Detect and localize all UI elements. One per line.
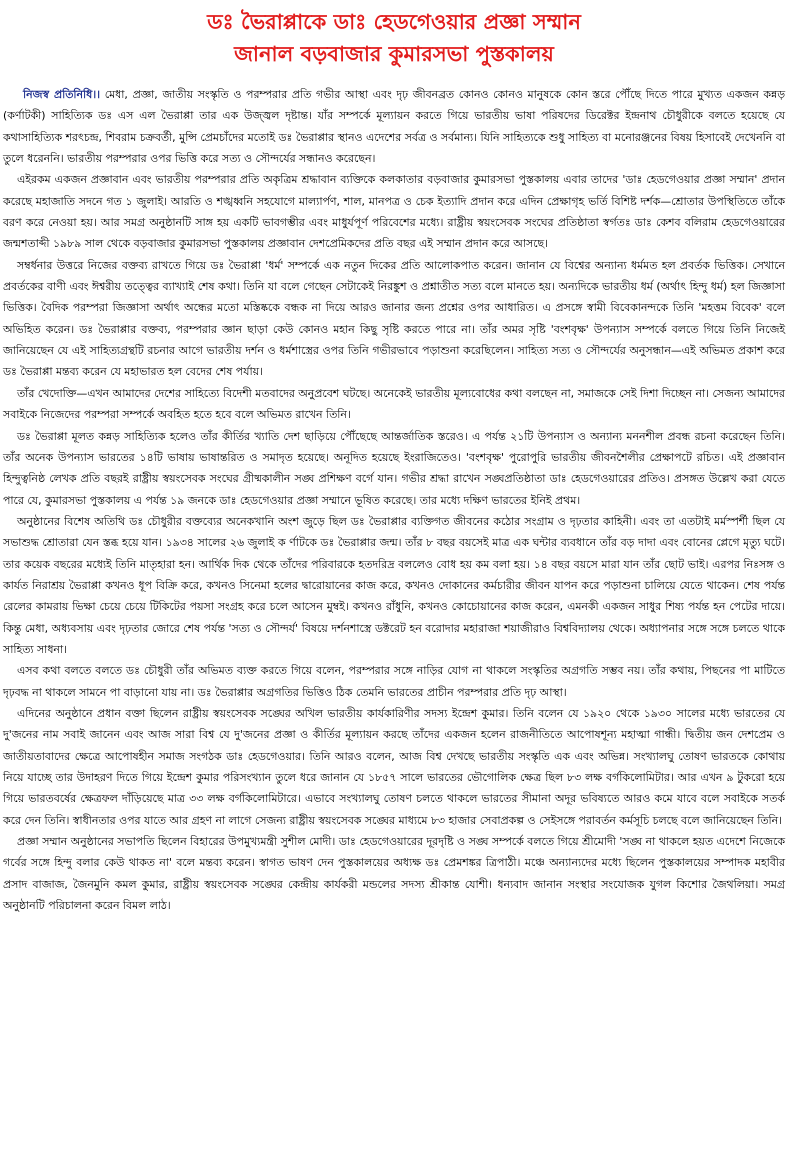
article-paragraph-2: এইরকম একজন প্রজ্ঞাবান এবং ভারতীয় পরম্পরার প্রতি অকৃত্রিম শ্রদ্ধাবান ব্যক্তিকে কলকাতার বড়বাজার কুমারসভা পুস্তকালয় এবার তাদের 'ডাঃ হেডগেওয়ার প্রজ্ঞা সম্মান' প্রদান করেছে মহাজাতি সদনে গত ১ জুলাই। আরতি ও শঙ্খধ্বনি সহযোগে মাল্যার্পণ, শাল, মানপত্র ও চেক ইত্যাদি প্রদান করে এদিন প্রেক্ষাগৃহ ভর্তি বিশিষ্ট দর্শক—শ্রোতার উপস্থিতিতে তাঁকে বরণ করে নেওয়া হয়। আর সমগ্র অনুষ্ঠানটি সাঙ্গ হয় একটি ভাবগম্ভীর এবং মাধুর্যপূর্ণ পরিবেশের মধ্যে। রাষ্ট্রীয় স্বয়ংসেবক সংঘের প্রতিষ্ঠাতা স্বর্গতঃ ডাঃ কেশব বলিরাম হেডগেওয়ারের জন্মশতাব্দী ১৯৮৯ সাল থেকে বড়বাজার কুমারসভা পুস্তকালয় প্রজ্ঞাবান দেশপ্রেমিকদের প্রতি বছর এই সম্মান প্রদান করে আসছে। xyxy=(3,173,785,251)
article-paragraph-5: ডঃ ভৈরাপ্পা মূলত কন্নড় সাহিত্যিক হলেও তাঁর কীর্তির খ্যাতি দেশ ছাড়িয়ে পৌঁছেছে আন্তর্জাতিক স্তরেও। এ পর্যন্ত ২১টি উপন্যাস ও অন্যান্য মননশীল প্রবন্ধ রচনা করেছেন তিনি। তাঁর অনেক উপন্যাস ভারতের ১৪টি ভাষায় ভাষান্তরিত ও সমাদৃত হয়েছে। অনূদিত হয়েছে ইংরাজিতেও। 'বংশবৃক্ষ' পুরোপুরি ভারতীয় জীবনশৈলীর প্রেক্ষাপটে রচিত। এই প্রজ্ঞাবান হিন্দুত্বনিষ্ঠ লেখক প্রতি বছরই রাষ্ট্রীয় স্বয়ংসেবক সংঘের গ্রীষ্মকালীন সঙ্ঘ প্রশিক্ষণ বর্গে যান। গভীর শ্রদ্ধা রাখেন সঙ্ঘপ্রতিষ্ঠাতা ডাঃ হেডগেওয়ারের প্রতিও। প্রসঙ্গত উল্লেখ করা যেতে পারে যে, কুমারসভা পুস্তকালয় এ পর্যন্ত ১৯ জনকে ডাঃ হেডগেওয়ার প্রজ্ঞা সম্মানে ভূষিত করেছে। তার মধ্যে দক্ষিণ ভারতের ইনিই প্রথম। xyxy=(3,429,785,507)
article-paragraph-4: তাঁর খেদোক্তি—এখন আমাদের দেশের সাহিত্যে বিদেশী মতবাদের অনুপ্রবেশ ঘটছে। অনেকেই ভারতীয় মূল্যবোধের কথা বলছেন না, সমাজকে সেই দিশা দিচ্ছেন না। সেজন্য আমাদের সবাইকে নিজেদের পরম্পরা সম্পর্কে অবহিত হতে হবে বলে অভিমত রাখেন তিনি। xyxy=(3,386,785,422)
article-paragraph-8: এদিনের অনুষ্ঠানে প্রধান বক্তা ছিলেন রাষ্ট্রীয় স্বয়ংসেবক সঙ্ঘের অখিল ভারতীয় কার্যকারিণীর সদস্য ইন্দ্রেশ কুমার। তিনি বলেন যে ১৯২০ থেকে ১৯৩০ সালের মধ্যে ভারতের যে দু'জনের নাম সবাই জানেন এবং আজ সারা বিশ্ব যে দু'জনের প্রজ্ঞা ও কীর্তির মূল্যায়ন করছে তাঁদের একজন হলেন রাজনীতিতে আপোষশূন্য মহাত্মা গান্ধী। দ্বিতীয় জন দেশপ্রেম ও জাতীয়তাবাদের ক্ষেত্রে আপোষহীন সমাজ সংগঠক ডাঃ হেডগেওয়ার। তিনি আরও বলেন, আজ বিশ্ব দেখছে ভারতীয় সংস্কৃতি এক এবং অভিন্ন। সংখ্যালঘু তোষণ ভারতকে কোথায় নিয়ে যাচ্ছে তার উদাহরণ দিতে গিয়ে ইন্দ্রেশ কুমার পরিসংখ্যান তুলে ধরে জানান যে ১৮৫৭ সালে ভারতের ভৌগোলিক ক্ষেত্র ছিল ৮৩ লক্ষ বর্গকিলোমিটার। আর এখন ৯ টুকরো হয়ে গিয়ে ভারতবর্ষের ক্ষেত্রফল দাঁড়িয়েছে মাত্র ৩৩ লক্ষ বর্গকিলোমিটারে। এভাবে সংখ্যালঘু তোষণ চলতে থাকলে ভারতের সীমানা অদূর ভবিষ্যতে আরও কমে যাবে বলে সবাইকে সতর্ক করে দেন তিনি। স্বাধীনতার ওপর যাতে আর গ্রহণ না লাগে সেজন্য রাষ্ট্রীয় স্বয়ংসেবক সঙ্ঘের মাধ্যমে ৮৩ হাজার সেবাপ্রকল্প ও সেইসঙ্গে পরাবর্তন কর্মসূচি চলছে বলে জানিয়েছেন তিনি। xyxy=(3,706,785,827)
headline-line-1: ডঃ ভৈরাপ্পাকে ডাঃ হেডগেওয়ার প্রজ্ঞা সম্মান xyxy=(207,10,581,34)
byline: নিজস্ব প্রতিনিধি।। xyxy=(23,88,101,101)
article-paragraph-3: সম্বর্ধনার উত্তরে নিজের বক্তব্য রাখতে গিয়ে ডঃ ভৈরাপ্পা 'ধর্ম' সম্পর্কে এক নতুন দিকের প্রতি আলোকপাত করেন। জানান যে বিশ্বের অন্যান্য ধর্মমত হল প্রবর্তক ভিত্তিক। সেখানে প্রবর্তকের বাণী এবং ঈশ্বরীয় তত্ত্বের ব্যাখ্যাই শেষ কথা। তিনি যা বলে গেছেন সেটাকেই নিরঙ্কুশ ও প্রশ্নাতীত সত্য বলে মানতে হয়। অন্যদিকে ভারতীয় ধর্ম (অর্থাৎ হিন্দু ধর্ম) হল জিজ্ঞাসা ভিত্তিক। বৈদিক পরম্পরা জিজ্ঞাসা অর্থাৎ অন্ধের মতো মস্তিষ্ককে বন্ধক না দিয়ে আরও জানার জন্য প্রশ্নের ওপর আধারিত। এ প্রসঙ্গে স্বামী বিবেকানন্দকে তিনি 'মহত্তম বিবেক' বলে অভিহিত করেন। ডঃ ভৈরাপ্পার বক্তব্য, পরম্পরার জ্ঞান ছাড়া কেউ কোনও মহান কিছু সৃষ্টি করতে পারে না। তাঁর অমর সৃষ্টি 'বংশবৃক্ষ' উপন্যাস সম্পর্কে বলতে গিয়ে তিনি নিজেই জানিয়েছেন যে এই সাহিত্যগ্রন্থটি রচনার আগে ভারতীয় দর্শন ও ধর্মশাস্ত্রের ওপর তিনি গভীরভাবে পড়াশুনা করেছিলেন। সাহিত্য সত্য ও সৌন্দর্যের অনুসন্ধান—এই অভিমত প্রকাশ করে ডঃ ভৈরাপ্পা মন্তব্য করেন যে মহাভারত হল বেদের শেষ পর্যায়। xyxy=(3,258,785,379)
article-paragraph-9: প্রজ্ঞা সম্মান অনুষ্ঠানের সভাপতি ছিলেন বিহারের উপমুখ্যমন্ত্রী সুশীল মোদী। ডাঃ হেডগেওয়ারের দূরদৃষ্টি ও সঙ্ঘ সম্পর্কে বলতে গিয়ে শ্রীমোদী 'সঙ্ঘ না থাকলে হয়ত এদেশে নিজেকে গর্বের সঙ্গে হিন্দু বলার কেউ থাকত না' বলে মন্তব্য করেন। স্বাগত ভাষণ দেন পুস্তকালয়ের অধ্যক্ষ ডঃ প্রেমশঙ্কর ত্রিপাঠী। মঞ্চে অন্যান্যদের মধ্যে ছিলেন পুস্তকালয়ের সম্পাদক মহাবীর প্রসাদ বাজাজ, জৈনমুনি কমল কুমার, রাষ্ট্রীয় স্বয়ংসেবক সঙ্ঘের কেন্দ্রীয় কার্যকরী মন্ডলের সদস্য শ্রীকান্ত যোশী। ধন্যবাদ জানান সংস্থার সংযোজক যুগল কিশোর জৈথলিয়া। সমগ্র অনুষ্ঠানটি পরিচালনা করেন বিমল লাঠ। xyxy=(3,835,785,913)
article-paragraph-6: অনুষ্ঠানের বিশেষ অতিথি ডঃ চৌধুরীর বক্তব্যের অনেকখানি অংশ জুড়ে ছিল ডঃ ভৈরাপ্পার ব্যক্তিগত জীবনের কঠোর সংগ্রাম ও দৃঢ়তার কাহিনী। এবং তা এতটাই মর্মস্পর্শী ছিল যে সভাশুদ্ধ শ্রোতারা যেন স্তব্ধ হয়ে যান। ১৯৩৪ সালের ২৬ জুলাই ক র্ণাটকে ডঃ ভৈরাপ্পার জন্ম। তাঁর ৮ বছর বয়সেই মাত্র এক ঘন্টার ব্যবধানে তাঁর বড় দাদা এবং বোনের প্লেগে মৃত্যু ঘটে। তার কয়েক বছরের মধ্যেই তিনি মাতৃহারা হন। আর্থিক দিক থেকে তাঁদের পরিবারকে হতদরিদ্র বললেও বোধ হয় কম বলা হয়। ১৪ বছর বয়সে মারা যান তাঁর ছোট ভাই। এরপর নিঃসঙ্গ ও কার্যত নিরাশ্রয় ভৈরাপ্পা কখনও ধূপ বিক্রি করে, কখনও সিনেমা হলের দ্বারোয়ানের কাজ করে, কখনও দোকানের কর্মচারীর জীবন যাপন করে পড়াশুনা চালিয়ে যেতে থাকেন। শেষ পর্যন্ত রেলের কামরায় ভিক্ষা চেয়ে চেয়ে টিকিটের পয়সা সংগ্রহ করে চলে আসেন মুম্বই। কখনও রাঁধুনি, কখনও কোচোয়ানের কাজ করেন, এমনকী একজন সাধুর শিষ্য পর্যন্ত হন পেটের দায়ে। কিন্তু মেধা, অধ্যবসায় এবং দৃঢ়তার জোরে শেষ পর্যন্ত 'সত্য ও সৌন্দর্য' বিষয়ে দর্শনশাস্ত্রে ডক্টরেট হন বরোদার মহারাজা শয়াজীরাও বিশ্ববিদ্যালয় থেকে। অধ্যাপনার সঙ্গে সঙ্গে চলতে থাকে সাহিত্য সাধনা। xyxy=(3,514,785,656)
article-paragraph-7: এসব কথা বলতে বলতে ডঃ চৌধুরী তাঁর অভিমত ব্যক্ত করতে গিয়ে বলেন, পরম্পরার সঙ্গে নাড়ির যোগ না থাকলে সংস্কৃতির অগ্রগতি সম্ভব নয়। তাঁর কথায়, পিছনের পা মাটিতে দৃঢ়বদ্ধ না থাকলে সামনে পা বাড়ানো যায় না। ডঃ ভৈরাপ্পার অগ্রগতির ভিত্তিও ঠিক তেমনি ভারতের প্রাচীন পরম্পরার প্রতি দৃঢ় আস্থা। xyxy=(3,664,785,699)
article-body xyxy=(3,84,785,916)
article-paragraph-1 xyxy=(3,84,785,169)
headline-line-2: জানাল বড়বাজার কুমারসভা পুস্তকালয় xyxy=(234,42,554,66)
paragraph-text: মেধা, প্রজ্ঞা, জাতীয় সংস্কৃতি ও পরম্পরার প্রতি গভীর আস্থা এবং দৃঢ় জীবনব্রত কোনও কোনও মানুষকে কোন স্তরে পৌঁছে দিতে পারে মুখ্যত একজন কন্নড় (কর্ণাটকী) সাহিত্যিক ডঃ এস এল ভৈরাপ্পা তার এক উজ্জ্বল দৃষ্টান্ত। যাঁর সম্পর্কে মূল্যায়ন করতে গিয়ে ভারতীয় ভাষা পরিষদের ডিরেক্টর ইন্দ্রনাথ চৌধুরীকে বলতে হয়েছে যে কথাসাহিত্যিক শরৎচন্দ্র, শিবরাম চক্রবর্তী, মুন্সি প্রেমচাঁদের মতোই ডঃ ভৈরাপ্পার স্থানও এদেশের সর্বত্র ও সর্বমান্য। যিনি সাহিত্যকে শুধু সাহিত্য বা মনোরঞ্জনের বিষয় হিসাবেই দেখেননি বা তুলে ধরেননি। ভারতীয় পরম্পরার ওপর ভিত্তি করে সত্য ও সৌন্দর্যের সন্ধানও করেছেন। xyxy=(3,88,785,166)
